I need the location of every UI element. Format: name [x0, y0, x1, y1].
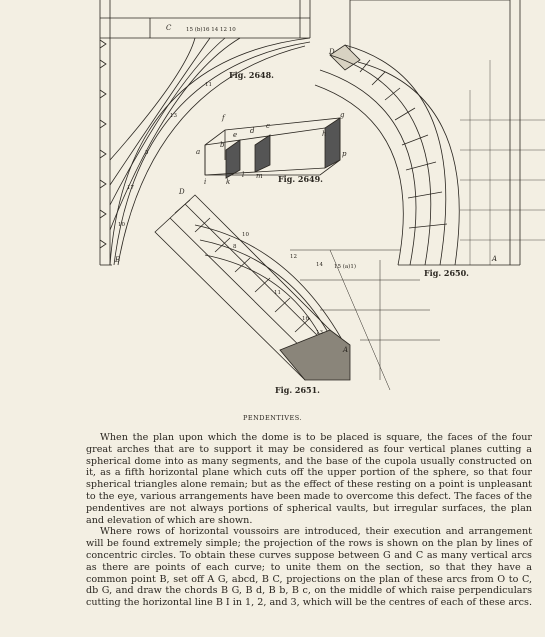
label-12-2651: 12 — [290, 254, 297, 260]
fig-2651-caption: Fig. 2651. — [275, 385, 320, 395]
paragraph-1: When the plan upon which the dome is to be placed is square, the faces of the four great arches that are to support it may be considered as four vertical planes cutting a spherical dome into as many segments, and the base of the cupola usually constructed on it, as a fifth horizontal plane which cuts off the upper portion of the sphere, so that four spherical triangles alone remain; but as the effect of these resting on a point is unpleasant to the eye, various arrangements have been made to overcome this defect. The faces of the pendentives are not always portions of spherical vaults, but irregular surfaces, the plan and elevation of which are shown. — [86, 432, 532, 526]
label-A-2651: A — [343, 346, 349, 354]
figure-2651 — [155, 195, 440, 390]
label-D-2651: D — [179, 188, 185, 196]
label-11-2651: 11 — [274, 290, 281, 296]
label-11: 11 — [205, 82, 212, 88]
label-b: b — [220, 141, 225, 149]
label-d: d — [250, 127, 255, 135]
label-e: e — [233, 131, 238, 139]
label-B: B — [115, 256, 121, 264]
label-c: c — [266, 122, 270, 130]
label-13-2651: 13 — [316, 330, 323, 336]
fig-2650-caption: Fig. 2650. — [424, 268, 469, 278]
label-l: l — [242, 171, 245, 179]
figure-2648 — [100, 0, 310, 265]
label-a: a — [196, 148, 201, 156]
label-m: m — [256, 172, 263, 180]
label-15-2651: 15 (a)1) — [334, 264, 356, 270]
label-14-2651: 14 — [316, 262, 323, 268]
label-k: k — [226, 178, 231, 186]
label-p: p — [342, 150, 347, 158]
label-top-numbers: 15 (b)16 14 12 10 — [186, 27, 236, 33]
label-g: g — [340, 111, 345, 119]
label-C: C — [166, 24, 172, 32]
fig-2648-caption: Fig. 2648. — [229, 70, 274, 80]
label-f: f — [222, 114, 225, 122]
label-A-2650: A — [492, 255, 498, 263]
paragraph-2: Where rows of horizontal voussoirs are introduced, their execution and arrangement will be found extremely simple; the projection of the rows is shown on the plan by lines of concentric circles. To obtain these curves suppose between G and C as many vertical arcs as there are points of each curve; to unite them on the section, so that they have a common point B, set off A G, abcd, B C, projections on the plan of these arcs from O to C, db G, and draw the chords B G, B d, B b, B c, on the middle of which raise perpendiculars cutting the horizontal line B I in 1, 2, and 3, which will be the centres of each of these arcs. — [86, 526, 532, 609]
label-D-2650: D — [329, 48, 335, 56]
figure-2649 — [205, 118, 340, 178]
body-text — [86, 432, 532, 609]
label-10-2651: 10 — [242, 232, 249, 238]
label-16-2651: 16 — [302, 316, 309, 322]
label-13: 13 — [170, 113, 177, 119]
fig-2649-caption: Fig. 2649. — [278, 174, 323, 184]
figure-2650 — [315, 0, 545, 265]
label-5: 5 — [145, 150, 149, 156]
label-8-2651: 8 — [233, 244, 237, 250]
label-17: 17 — [127, 185, 134, 191]
section-heading: PENDENTIVES. — [242, 414, 303, 422]
label-h: h — [322, 130, 327, 138]
label-10: 10 — [118, 222, 125, 228]
label-i: i — [204, 178, 207, 186]
